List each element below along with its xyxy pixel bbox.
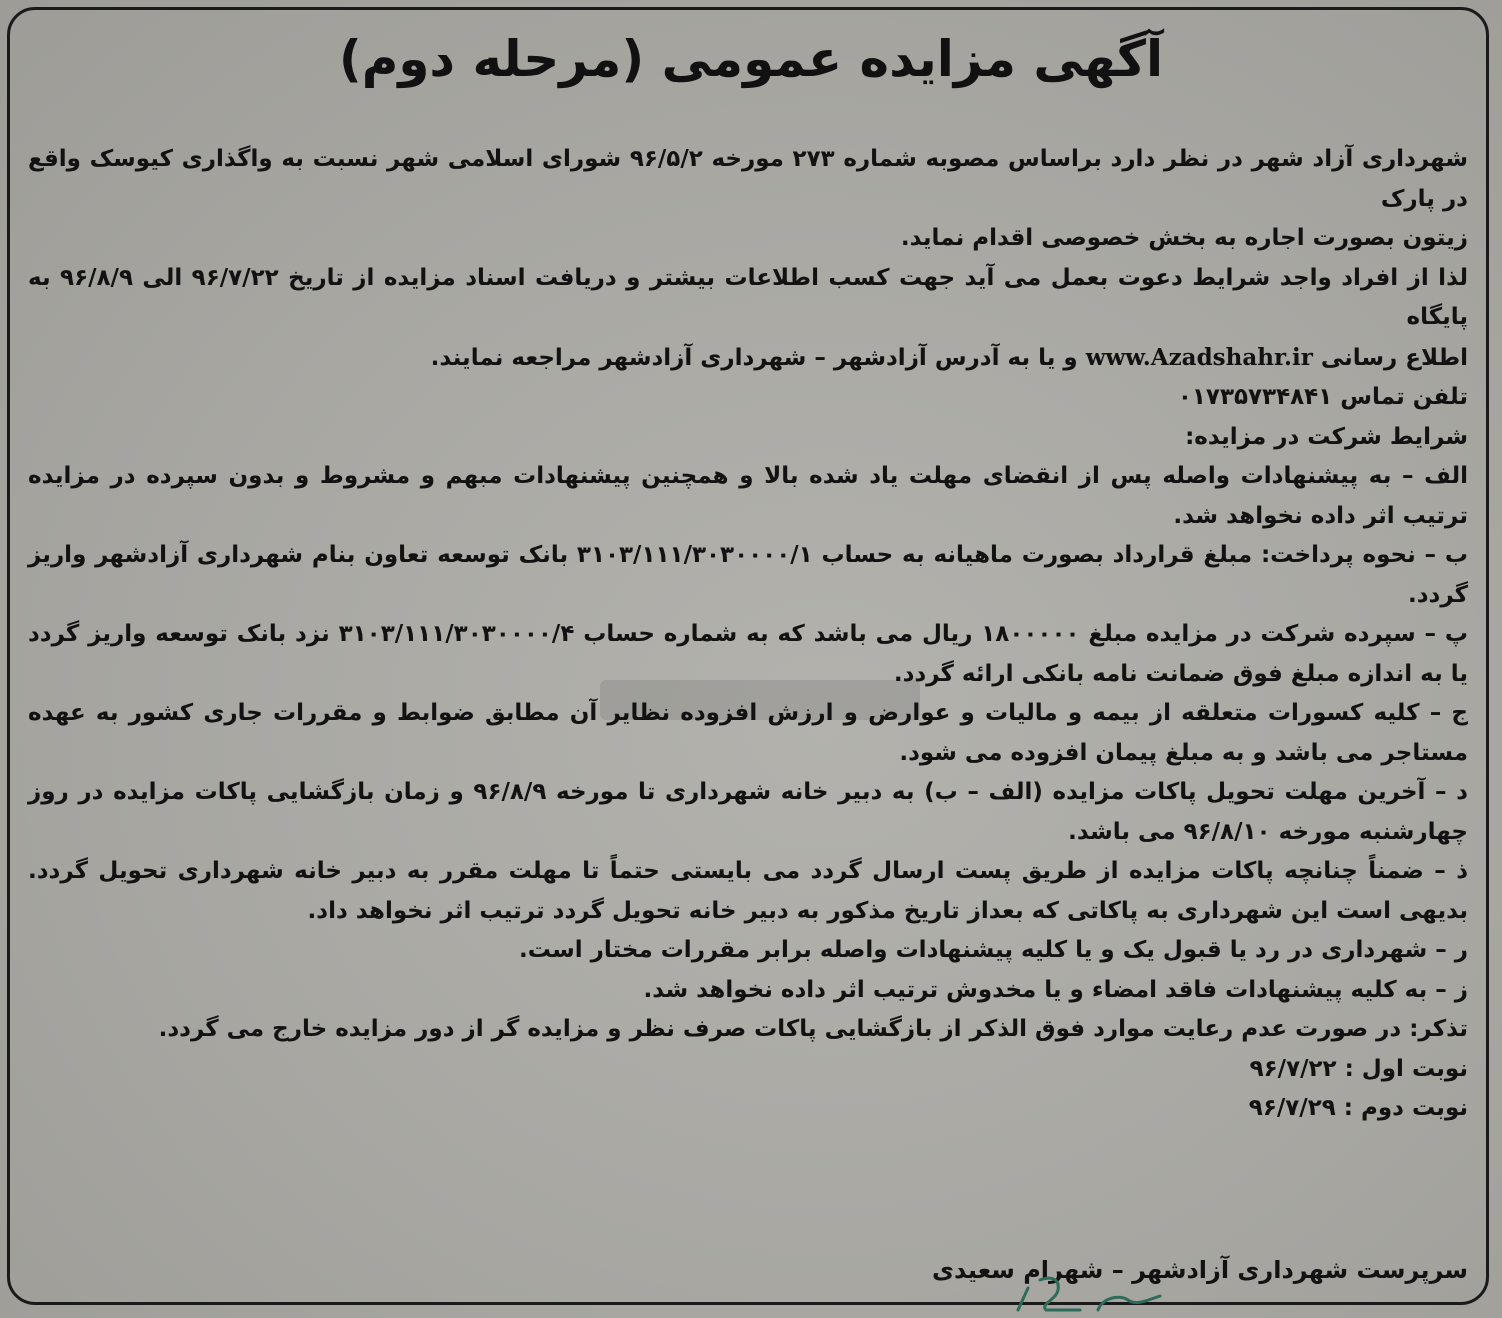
signature-line: سرپرست شهرداری آزادشهر – شهرام سعیدی <box>932 1256 1468 1284</box>
conditions-heading: شرایط شرکت در مزایده: <box>1185 423 1468 450</box>
condition-jim: ج – کلیه کسورات متعلقه از بیمه و مالیات و عوارض و ارزش افزوده نظایر آن مطابق ضوابط و مقررات جاری کشور به عهده مستاجر می باشد و به مبلغ پیمان افزوده می شود. <box>28 700 1468 766</box>
invite-line-1: لذا از افراد واجد شرایط دعوت بعمل می آید جهت کسب اطلاعات بیشتر و دریافت اسناد مزایده از تاریخ ۹۶/۷/۲۲ الی ۹۶/۸/۹ به پایگاه <box>28 264 1468 330</box>
phone-number: تلفن تماس ۰۱۷۳۵۷۳۴۸۴۱ <box>1177 384 1468 410</box>
condition-re: ر – شهرداری در رد یا قبول یک و یا کلیه پیشنهادات واصله برابر مقررات مختار است. <box>519 937 1468 963</box>
condition-dal: د – آخرین مهلت تحویل پاکات مزایده (الف – ب) به دبیر خانه شهرداری تا مورخه ۹۶/۸/۹ و زمان بازگشایی پاکات مزایده در روز چهارشنبه مورخه ۹۶/۸/۱۰ می باشد. <box>28 779 1468 845</box>
second-publication-date: نوبت دوم : ۹۶/۷/۲۹ <box>1248 1095 1468 1121</box>
first-publication-date: نوبت اول : ۹۶/۷/۲۲ <box>1249 1055 1468 1082</box>
invite-prefix: اطلاع رسانی <box>1320 344 1468 371</box>
intro-line-2: زیتون بصورت اجاره به بخش خصوصی اقدام نماید. <box>900 225 1468 251</box>
notice-title: آگهی مزایده عمومی (مرحله دوم) <box>338 30 1164 88</box>
condition-alef: الف – به پیشنهادات واصله پس از انقضای مهلت یاد شده بالا و همچنین پیشنهادات مبهم و مشروط و بدون سپرده در مزایده ترتیب اثر داده نخواهد شد. <box>28 463 1468 529</box>
handwritten-mark <box>1010 1270 1170 1315</box>
condition-ze: ز – به کلیه پیشنهادات فاقد امضاء و یا مخدوش ترتیب اثر داده نخواهد شد. <box>643 976 1468 1003</box>
website-address: www.Azadshahr.ir <box>1085 343 1313 371</box>
invite-line-2 <box>28 338 1468 379</box>
intro-line-1: شهرداری آزاد شهر در نظر دارد براساس مصوبه شماره ۲۷۳ مورخه ۹۶/۵/۲ شورای اسلامی شهر نسبت به واگذاری کیوسک واقع در پارک <box>28 146 1468 212</box>
notice-body <box>28 140 1468 1129</box>
reminder-note: تذکر: در صورت عدم رعایت موارد فوق الذکر از بازگشایی پاکات صرف نظر و مزایده گر از دور مزایده خارج می گردد. <box>158 1016 1468 1042</box>
condition-be: ب – نحوه پرداخت: مبلغ قرارداد بصورت ماهیانه به حساب ۳۱۰۳/۱۱۱/۳۰۳۰۰۰۰/۱ بانک توسعه تعاون بنام شهرداری آزادشهر واریز گردد. <box>28 542 1468 608</box>
condition-pe: پ – سپرده شرکت در مزایده مبلغ ۱۸۰۰۰۰۰ ریال می باشد که به شماره حساب ۳۱۰۳/۱۱۱/۳۰۳۰۰۰۰/۴ نزد بانک توسعه واریز گردد یا به اندازه مبلغ فوق ضمانت نامه بانکی ارائه گردد. <box>28 621 1468 687</box>
invite-suffix: و یا به آدرس آزادشهر – شهرداری آزادشهر مراجعه نمایند. <box>430 344 1078 371</box>
condition-zal: ذ – ضمناً چنانچه پاکات مزایده از طریق پست ارسال گردد می بایستی حتماً تا مهلت مقرر به دبیر خانه شهرداری تحویل گردد. بدیهی است این شهرداری به پاکاتی که بعداز تاریخ مذکور به دبیر خانه تحویل گردد ترتیب اثر نخواهد داد. <box>28 858 1468 924</box>
